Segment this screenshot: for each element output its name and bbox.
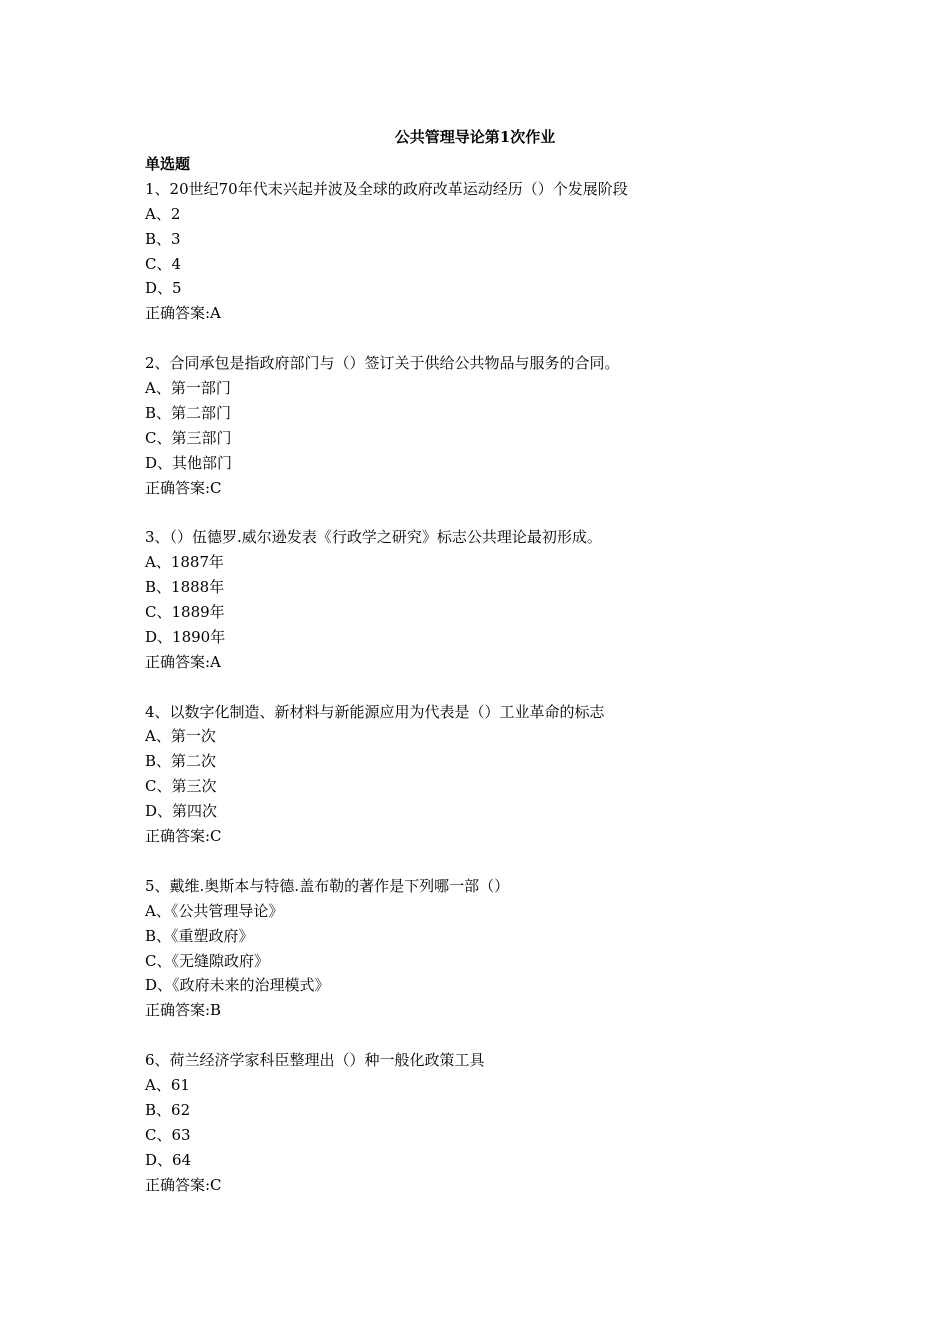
correct-answer: 正确答案:C xyxy=(145,478,222,497)
option-b: B、3 xyxy=(145,229,181,248)
document-content xyxy=(145,152,845,1222)
option-d: D、其他部门 xyxy=(145,453,233,472)
question-stem: 4、以数字化制造、新材料与新能源应用为代表是（）工业革命的标志 xyxy=(145,702,605,721)
option-d: D、《政府未来的治理模式》 xyxy=(145,976,330,995)
correct-answer: 正确答案:B xyxy=(145,1001,222,1020)
option-d: D、1890年 xyxy=(145,627,226,646)
option-d: D、第四次 xyxy=(145,802,218,821)
option-c: C、《无缝隙政府》 xyxy=(145,951,269,970)
question-stem: 5、戴维.奥斯本与特德.盖布勒的著作是下列哪一部（） xyxy=(145,876,510,895)
option-a: A、61 xyxy=(145,1075,190,1094)
correct-answer: 正确答案:C xyxy=(145,827,222,846)
option-b: B、62 xyxy=(145,1100,191,1119)
correct-answer: 正确答案:A xyxy=(145,652,221,671)
option-c: C、第三次 xyxy=(145,777,217,796)
option-a: A、1887年 xyxy=(145,553,225,572)
option-b: B、1888年 xyxy=(145,578,225,597)
question-stem: 6、荷兰经济学家科臣整理出（）种一般化政策工具 xyxy=(145,1051,485,1070)
question-6 xyxy=(145,1048,845,1197)
question-stem: 1、20世纪70年代末兴起并波及全球的政府改革运动经历（）个发展阶段 xyxy=(145,179,628,198)
correct-answer: 正确答案:A xyxy=(145,304,221,323)
option-b: B、《重塑政府》 xyxy=(145,926,254,945)
option-b: B、第二部门 xyxy=(145,403,232,422)
question-stem: 3、（）伍德罗.威尔逊发表《行政学之研究》标志公共理论最初形成。 xyxy=(145,528,602,547)
option-c: C、1889年 xyxy=(145,603,225,622)
document-title: 公共管理导论第1次作业 xyxy=(394,128,556,146)
option-a: A、第一部门 xyxy=(145,379,231,398)
question-2 xyxy=(145,351,845,500)
option-c: C、4 xyxy=(145,254,182,273)
option-c: C、第三部门 xyxy=(145,428,232,447)
option-b: B、第二次 xyxy=(145,752,217,771)
option-a: A、《公共管理导论》 xyxy=(145,901,284,920)
option-c: C、63 xyxy=(145,1125,191,1144)
correct-answer: 正确答案:C xyxy=(145,1175,222,1194)
question-4 xyxy=(145,700,845,849)
section-heading: 单选题 xyxy=(145,155,191,173)
question-3 xyxy=(145,525,845,674)
question-1 xyxy=(145,177,845,326)
option-d: D、64 xyxy=(145,1150,192,1169)
question-5 xyxy=(145,874,845,1023)
option-d: D、5 xyxy=(145,279,182,298)
option-a: A、第一次 xyxy=(145,727,216,746)
question-stem: 2、合同承包是指政府部门与（）签订关于供给公共物品与服务的合同。 xyxy=(145,354,620,373)
option-a: A、2 xyxy=(145,204,181,223)
